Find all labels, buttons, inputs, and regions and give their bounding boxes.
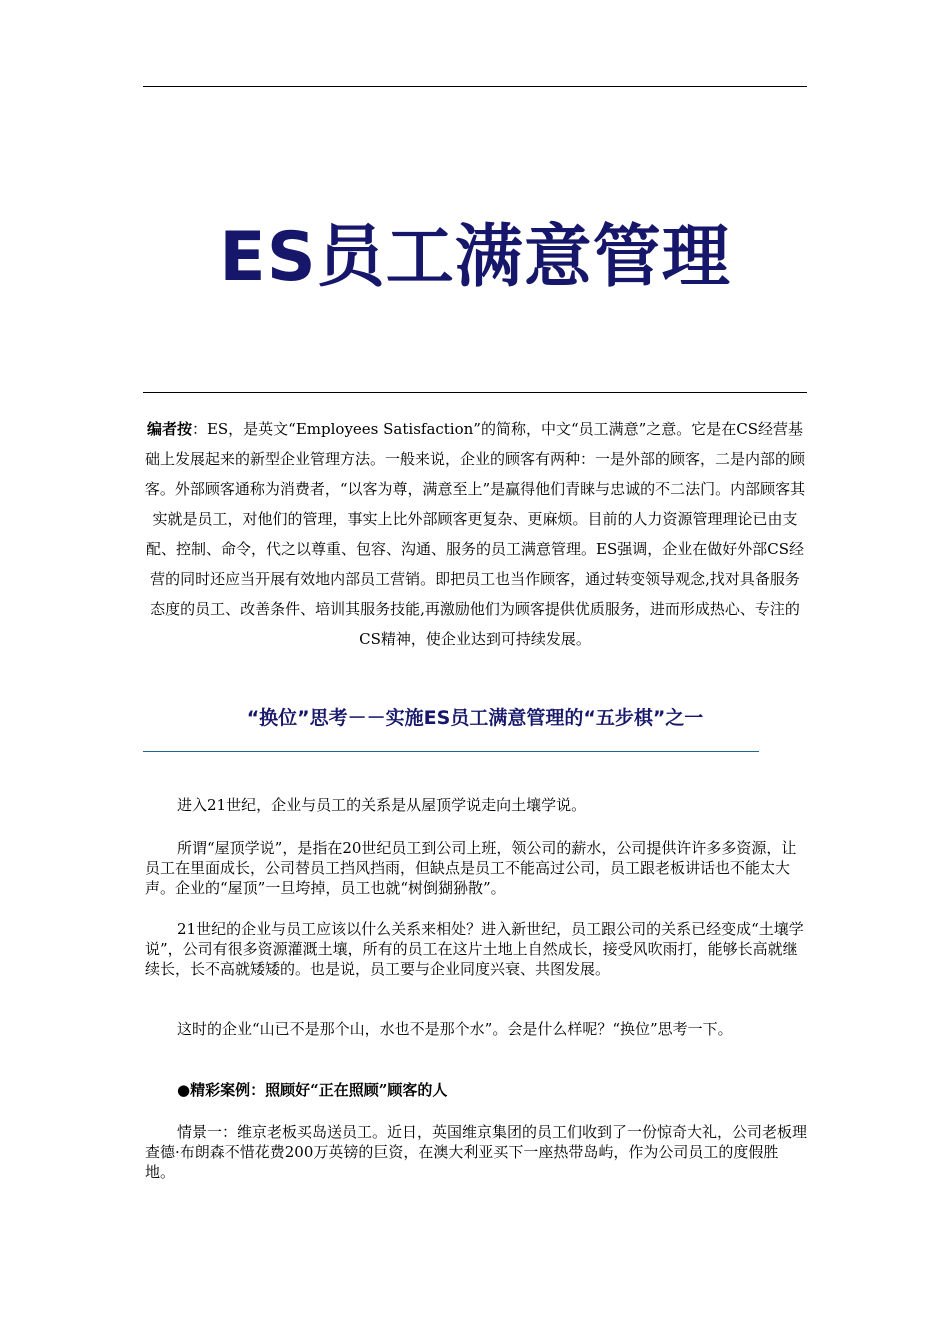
case-paragraph: 情景一：维京老板买岛送员工。近日，英国维京集团的员工们收到了一份惊奇大礼，公司老板理查德·布朗森不惜花费200万英镑的巨资，在澳大利亚买下一座热带岛屿，作为公司员工的度假胜地。	[145, 1123, 808, 1181]
editor-note	[143, 414, 807, 654]
body-paragraph: 所谓“屋顶学说”，是指在20世纪员工到公司上班，领公司的薪水，公司提供许许多多资源，让员工在里面成长，公司替员工挡风挡雨，但缺点是员工不能高过公司，员工跟老板讲话也不能太大声。企业的“屋顶”一旦垮掉，员工也就“树倒猢狲散”。	[145, 839, 797, 897]
editor-note-label: 编者按	[146, 420, 192, 438]
top-divider	[143, 86, 807, 87]
body-paragraph: 21世纪的企业与员工应该以什么关系来相处？进入新世纪，员工跟公司的关系已经变成“土壤学说”，公司有很多资源灌溉土壤，所有的员工在这片土地上自然成长，接受风吹雨打，能够长高就继续长，长不高就矮矮的。也是说，员工要与企业同度兴衰、共图发展。	[145, 920, 804, 978]
editor-note-text: ：ES，是英文“Employees Satisfaction”的简称，中文“员工满意”之意。它是在CS经营基础上发展起来的新型企业管理方法。一般来说，企业的顾客有两种：一是外部的顾客，二是内部的顾客。外部顾客通称为消费者，“以客为尊，满意至上”是赢得他们青睐与忠诚的不二法门。内部顾客其实就是员工，对他们的管理，事实上比外部顾客更复杂、更麻烦。目前的人力资源管理理论已由支配、控制、命令，代之以尊重、包容、沟通、服务的员工满意管理。ES强调，企业在做好外部CS经营的同时还应当开展有效地内部员工营销。即把员工也当作顾客，通过转变领导观念,找对具备服务态度的员工、改善条件、培训其服务技能,再激励他们为顾客提供优质服务，进而形成热心、专注的CS精神，使企业达到可持续发展。	[144, 420, 806, 648]
case-heading: ●精彩案例：照顾好“正在照顾”顾客的人	[177, 1081, 448, 1099]
section-heading-underline	[143, 751, 759, 752]
body-paragraph: 进入21世纪，企业与员工的关系是从屋顶学说走向土壤学说。	[177, 796, 587, 814]
title-bottom-divider	[143, 392, 807, 393]
document-title: ES员工满意管理	[219, 218, 731, 297]
section-heading: “换位”思考－－实施ES员工满意管理的“五步棋”之一	[246, 707, 704, 729]
body-paragraph: 这时的企业“山已不是那个山，水也不是那个水”。会是什么样呢？“换位”思考一下。	[177, 1020, 733, 1038]
